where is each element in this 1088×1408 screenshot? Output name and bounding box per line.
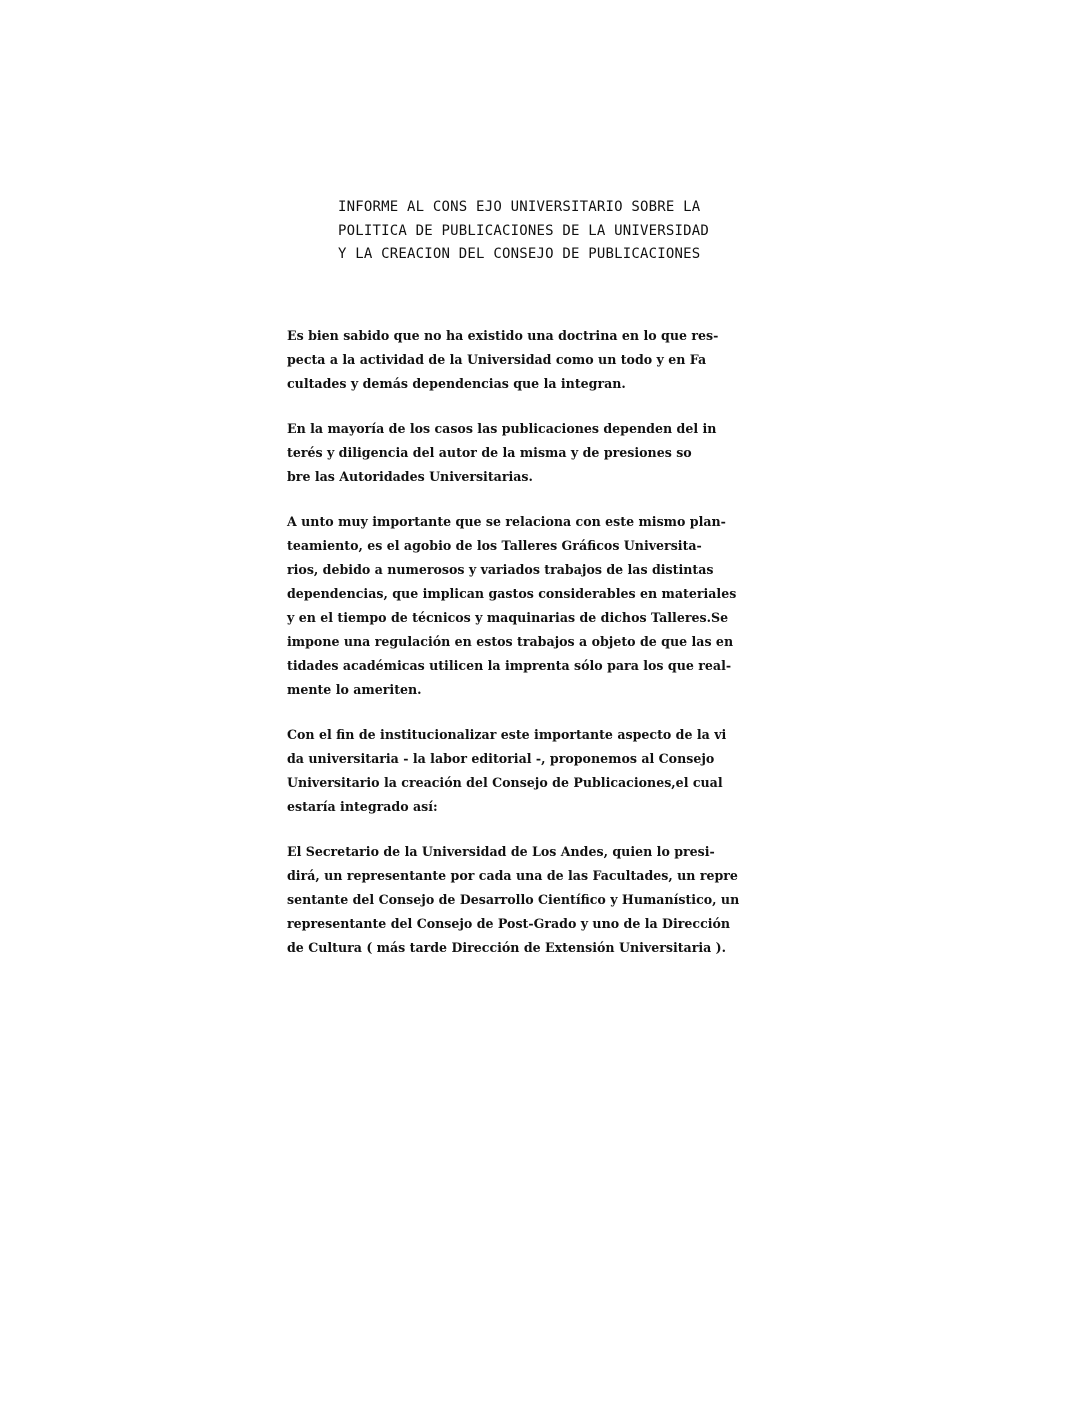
text-line: El Secretario de la Universidad de Los Andes, quien lo presi-: [287, 844, 715, 859]
text-line: teamiento, es el agobio de los Talleres Gráficos Universita-: [287, 538, 702, 553]
text-line: bre las Autoridades Universitarias.: [287, 469, 533, 484]
text-line: mente lo ameriten.: [287, 682, 422, 697]
text-line: pecta a la actividad de la Universidad como un todo y en Fa: [287, 352, 707, 367]
paragraph-4: [287, 723, 819, 819]
text-line: En la mayoría de los casos las publicaciones dependen del in: [287, 421, 717, 436]
text-line: tidades académicas utilicen la imprenta sólo para los que real-: [287, 658, 732, 673]
text-line: da universitaria - la labor editorial -, proponemos al Consejo: [287, 751, 715, 766]
title-line: Y LA CREACION DEL CONSEJO DE PUBLICACIONES: [338, 246, 701, 262]
title-line: INFORME AL CONS EJO UNIVERSITARIO SOBRE LA: [338, 199, 701, 215]
text-line: dependencias, que implican gastos considerables en materiales: [287, 586, 737, 601]
text-line: cultades y demás dependencias que la integran.: [287, 376, 626, 391]
text-line: terés y diligencia del autor de la misma y de presiones so: [287, 445, 692, 460]
paragraph-3: [287, 510, 819, 702]
text-line: A unto muy importante que se relaciona con este mismo plan-: [287, 514, 726, 529]
text-line: Con el fin de institucionalizar este importante aspecto de la vi: [287, 727, 727, 742]
document-body: [287, 324, 819, 981]
paragraph-1: [287, 324, 819, 396]
text-line: rios, debido a numerosos y variados trabajos de las distintas: [287, 562, 714, 577]
text-line: Es bien sabido que no ha existido una doctrina en lo que res-: [287, 328, 719, 343]
text-line: representante del Consejo de Post-Grado y uno de la Dirección: [287, 916, 731, 931]
paragraph-2: [287, 417, 819, 489]
text-line: de Cultura ( más tarde Dirección de Extensión Universitaria ).: [287, 940, 727, 955]
text-line: dirá, un representante por cada una de las Facultades, un repre: [287, 868, 738, 883]
text-line: Universitario la creación del Consejo de Publicaciones,el cual: [287, 775, 723, 790]
title-line: POLITICA DE PUBLICACIONES DE LA UNIVERSIDAD: [338, 222, 710, 239]
document-title: [338, 196, 808, 267]
text-line: y en el tiempo de técnicos y maquinarias de dichos Talleres.Se: [287, 610, 729, 625]
text-line: sentante del Consejo de Desarrollo Científico y Humanístico, un: [287, 892, 740, 907]
text-line: estaría integrado así:: [287, 799, 438, 814]
paragraph-5: [287, 840, 819, 960]
text-line: impone una regulación en estos trabajos a objeto de que las en: [287, 634, 734, 649]
